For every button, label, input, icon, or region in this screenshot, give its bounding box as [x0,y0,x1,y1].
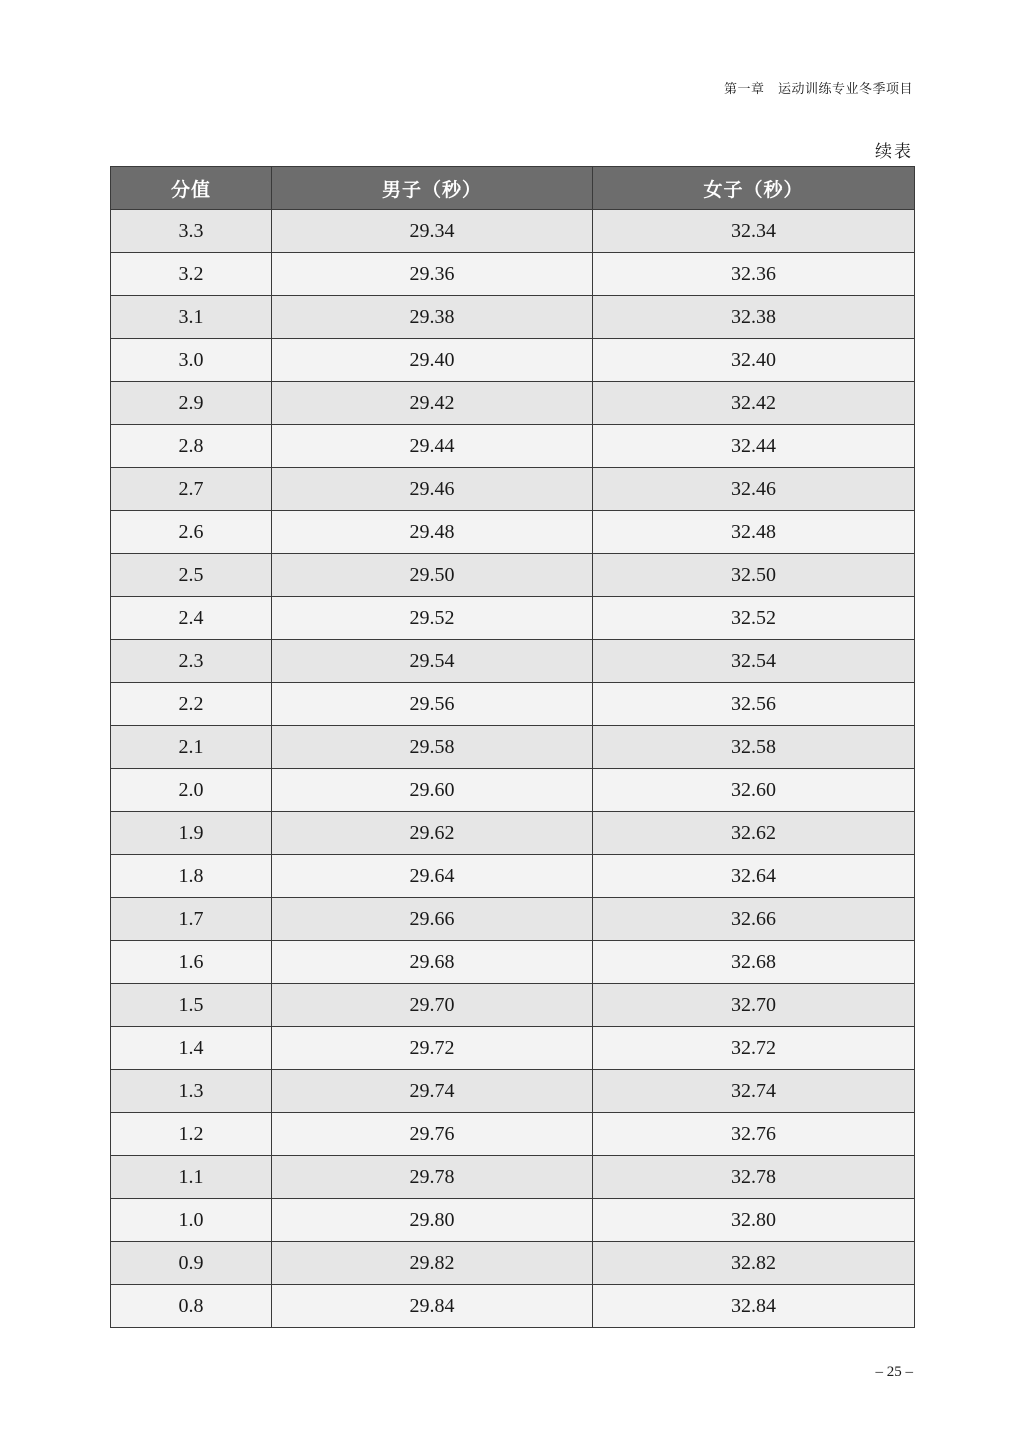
cell-men-time: 29.84 [272,1285,593,1328]
cell-women-time: 32.58 [593,726,915,769]
cell-men-time: 29.56 [272,683,593,726]
score-table [110,166,915,1328]
cell-women-time: 32.54 [593,640,915,683]
cell-women-time: 32.78 [593,1156,915,1199]
table-row [111,1070,915,1113]
cell-women-time: 32.52 [593,597,915,640]
column-header-women: 女子（秒） [593,167,915,210]
table-row [111,210,915,253]
table-continued-label: 续表 [875,142,913,162]
cell-men-time: 29.64 [272,855,593,898]
cell-men-time: 29.80 [272,1199,593,1242]
cell-women-time: 32.40 [593,339,915,382]
cell-score: 2.1 [111,726,272,769]
cell-score: 2.0 [111,769,272,812]
cell-score: 2.7 [111,468,272,511]
table-row [111,339,915,382]
cell-score: 1.4 [111,1027,272,1070]
cell-score: 2.4 [111,597,272,640]
table-row [111,984,915,1027]
cell-women-time: 32.56 [593,683,915,726]
table-header [111,167,915,210]
table-row [111,425,915,468]
cell-women-time: 32.60 [593,769,915,812]
cell-women-time: 32.64 [593,855,915,898]
table-row [111,1113,915,1156]
cell-score: 2.5 [111,554,272,597]
table-row [111,941,915,984]
cell-men-time: 29.52 [272,597,593,640]
cell-men-time: 29.62 [272,812,593,855]
cell-women-time: 32.80 [593,1199,915,1242]
cell-women-time: 32.84 [593,1285,915,1328]
table-row [111,1199,915,1242]
table-row [111,683,915,726]
cell-women-time: 32.38 [593,296,915,339]
cell-men-time: 29.60 [272,769,593,812]
cell-men-time: 29.34 [272,210,593,253]
cell-men-time: 29.50 [272,554,593,597]
table-body [111,210,915,1328]
cell-women-time: 32.62 [593,812,915,855]
running-header: 第一章 运动训练专业冬季项目 [723,82,913,97]
cell-score: 3.2 [111,253,272,296]
table-row [111,1027,915,1070]
table-row [111,253,915,296]
cell-men-time: 29.42 [272,382,593,425]
cell-men-time: 29.44 [272,425,593,468]
cell-men-time: 29.38 [272,296,593,339]
cell-score: 1.5 [111,984,272,1027]
cell-score: 2.9 [111,382,272,425]
cell-score: 2.6 [111,511,272,554]
cell-women-time: 32.34 [593,210,915,253]
cell-men-time: 29.66 [272,898,593,941]
cell-men-time: 29.58 [272,726,593,769]
column-header-men: 男子（秒） [272,167,593,210]
cell-men-time: 29.40 [272,339,593,382]
cell-women-time: 32.42 [593,382,915,425]
cell-score: 1.2 [111,1113,272,1156]
cell-women-time: 32.48 [593,511,915,554]
table-row [111,1156,915,1199]
cell-men-time: 29.48 [272,511,593,554]
cell-women-time: 32.50 [593,554,915,597]
table-row [111,1242,915,1285]
cell-score: 1.0 [111,1199,272,1242]
table-row [111,511,915,554]
cell-score: 3.3 [111,210,272,253]
table-row [111,898,915,941]
cell-men-time: 29.54 [272,640,593,683]
table-row [111,726,915,769]
cell-score: 0.8 [111,1285,272,1328]
cell-women-time: 32.66 [593,898,915,941]
cell-women-time: 32.70 [593,984,915,1027]
table-row [111,382,915,425]
table-row [111,554,915,597]
cell-score: 1.3 [111,1070,272,1113]
cell-women-time: 32.36 [593,253,915,296]
table-row [111,812,915,855]
table-row [111,855,915,898]
cell-men-time: 29.70 [272,984,593,1027]
cell-women-time: 32.68 [593,941,915,984]
cell-men-time: 29.82 [272,1242,593,1285]
cell-men-time: 29.76 [272,1113,593,1156]
table-row [111,769,915,812]
cell-men-time: 29.46 [272,468,593,511]
cell-men-time: 29.78 [272,1156,593,1199]
cell-score: 3.0 [111,339,272,382]
cell-women-time: 32.72 [593,1027,915,1070]
cell-score: 1.8 [111,855,272,898]
cell-women-time: 32.82 [593,1242,915,1285]
table-row [111,468,915,511]
cell-score: 1.6 [111,941,272,984]
table-row [111,296,915,339]
header-row [111,167,915,210]
page-number: – 25 – [875,1364,913,1380]
cell-men-time: 29.36 [272,253,593,296]
cell-women-time: 32.44 [593,425,915,468]
table-row [111,597,915,640]
cell-women-time: 32.74 [593,1070,915,1113]
cell-score: 1.9 [111,812,272,855]
cell-women-time: 32.46 [593,468,915,511]
cell-men-time: 29.72 [272,1027,593,1070]
cell-score: 2.3 [111,640,272,683]
cell-score: 3.1 [111,296,272,339]
table-row [111,1285,915,1328]
cell-score: 2.8 [111,425,272,468]
cell-score: 0.9 [111,1242,272,1285]
table-row [111,640,915,683]
cell-men-time: 29.68 [272,941,593,984]
cell-score: 2.2 [111,683,272,726]
cell-score: 1.7 [111,898,272,941]
column-header-score: 分值 [111,167,272,210]
cell-score: 1.1 [111,1156,272,1199]
cell-men-time: 29.74 [272,1070,593,1113]
cell-women-time: 32.76 [593,1113,915,1156]
